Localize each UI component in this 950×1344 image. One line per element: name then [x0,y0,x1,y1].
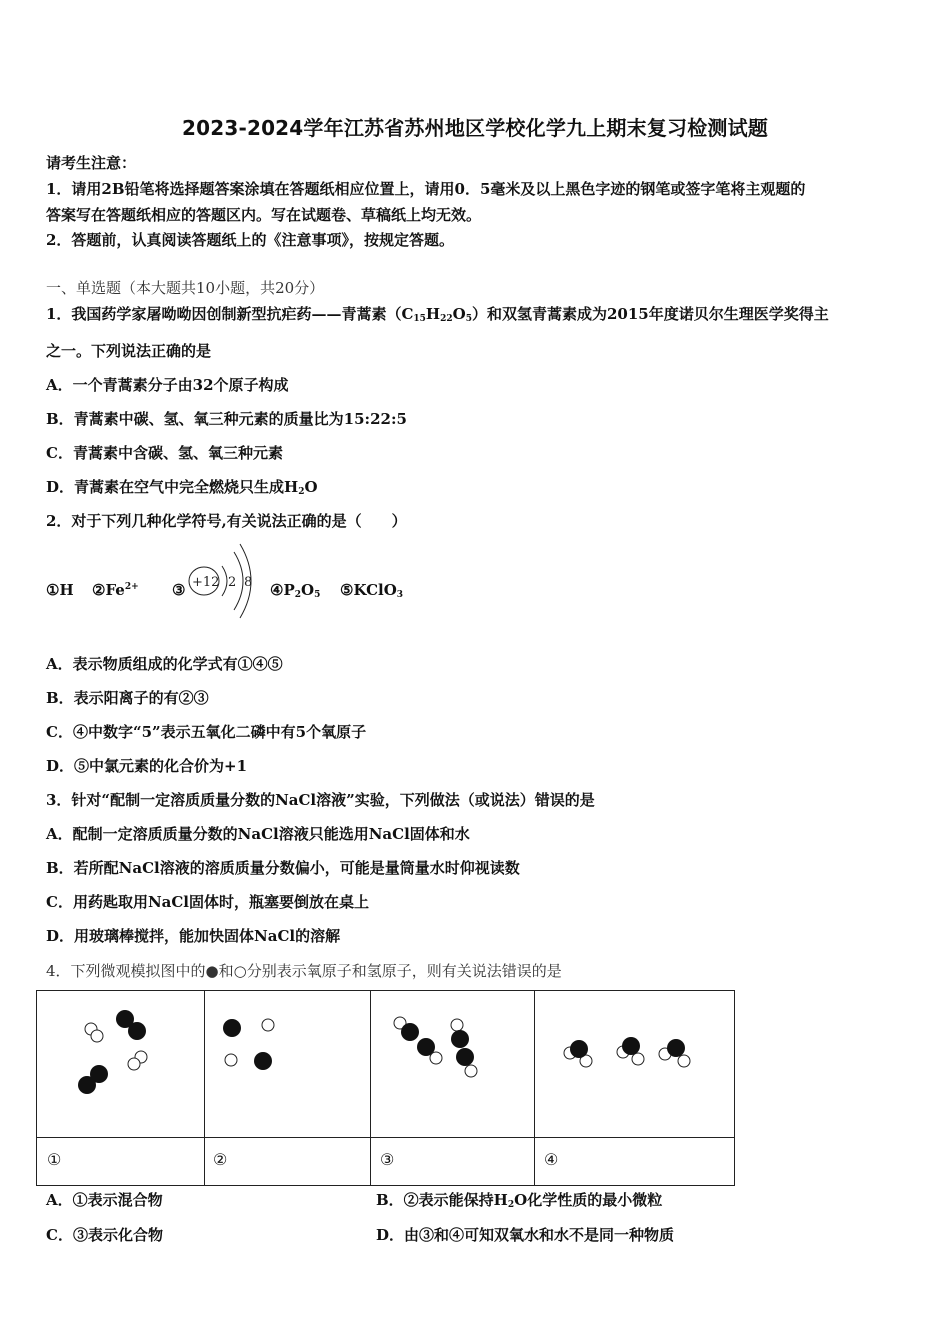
q2-option-b[interactable]: B．表示阳离子的有②③ [46,689,209,707]
oxygen-atom [78,1076,96,1094]
q2-stem: 2．对于下列几种化学符号,有关说法正确的是（ ） [46,512,407,530]
oxygen-atom [401,1023,419,1041]
model-label-3: ③ [380,1150,395,1169]
q4-option-b[interactable]: B．②表示能保持$H_2O$化学性质的最小微粒 [376,1191,663,1210]
oxygen-atom [254,1052,272,1070]
model-label-2: ② [213,1150,228,1169]
q4-option-c[interactable]: C．③表示化合物 [46,1226,163,1244]
model-label-1: ① [47,1150,62,1169]
q1-option-c[interactable]: C．青蒿素中含碳、氢、氧三种元素 [46,444,283,462]
electron-shell-1 [222,566,227,596]
hydrogen-atom [91,1030,103,1042]
model-4-diagram [534,991,733,1137]
q3-option-c[interactable]: C．用药匙取用NaCl固体时，瓶塞要倒放在桌上 [46,893,370,911]
oxygen-atom [128,1022,146,1040]
q3-option-b[interactable]: B．若所配NaCl溶液的溶质质量分数偏小，可能是量筒量水时仰视读数 [46,859,520,877]
shell-2-count: 8 [244,575,253,590]
q2-symbol-1: ①H [46,581,74,599]
model-label-row [37,1137,734,1186]
notice-line-3: 2．答题前，认真阅读答题纸上的《注意事项》，按规定答题。 [46,231,454,249]
oxygen-atom [456,1048,474,1066]
q2-symbol-2: $②Fe^{2+}$ [92,581,139,599]
shell-1-count: 2 [228,575,237,590]
model-cell-3 [370,991,535,1137]
hydrogen-atom [430,1052,442,1064]
notice-heading: 请考生注意： [46,154,137,172]
q1-option-b[interactable]: B．青蒿素中碳、氢、氧三种元素的质量比为15:22:5 [46,410,407,428]
nucleus-charge: +12 [192,575,220,590]
q1-option-a[interactable]: A．一个青蒿素分子由32个原子构成 [46,376,289,394]
q3-option-a[interactable]: A．配制一定溶质质量分数的NaCl溶液只能选用NaCl固体和水 [46,825,470,843]
model-3-diagram [370,991,534,1137]
q4-stem: 4．下列微观模拟图中的●和○分别表示氧原子和氢原子，则有关说法错误的是 [46,962,562,980]
model-1-diagram [37,991,204,1137]
q4-option-a[interactable]: A．①表示混合物 [46,1191,163,1209]
q2-option-c[interactable]: C．④中数字“5”表示五氧化二磷中有5个氧原子 [46,723,367,741]
section-heading: 一、单选题（本大题共10小题，共20分） [46,279,325,297]
q1-option-d[interactable]: D．青蒿素在空气中完全燃烧只生成$H_2O$ [46,478,318,497]
hydrogen-atom [632,1053,644,1065]
atom-structure-diagram [182,540,264,622]
oxygen-atom [223,1019,241,1037]
q2-symbol-3: ③ [172,581,186,599]
q2-option-a[interactable]: A．表示物质组成的化学式有①④⑤ [46,655,283,673]
model-cell-2 [204,991,371,1137]
hydrogen-atom [451,1019,463,1031]
q4-option-d[interactable]: D．由③和④可知双氧水和水不是同一种物质 [376,1226,675,1244]
q3-stem: 3．针对“配制一定溶质质量分数的NaCl溶液”实验，下列做法（或说法）错误的是 [46,791,595,809]
hydrogen-atom [465,1065,477,1077]
notice-line-2: 答案写在答题纸相应的答题区内。写在试题卷、草稿纸上均无效。 [46,206,482,224]
q1-stem: 1．我国药学家屠呦呦因创制新型抗疟药——青蒿素$(C_{15}H_{22}O_5)$和双氢青蒿素成为2015年度诺贝尔生理医学奖得主 [46,305,829,324]
page-title: 2023-2024学年江苏省苏州地区学校化学九上期末复习检测试题 [181,116,769,140]
oxygen-atom [570,1040,588,1058]
model-label-4: ④ [544,1150,559,1169]
model-cell-1 [37,991,205,1137]
q3-option-d[interactable]: D．用玻璃棒搅拌，能加快固体NaCl的溶解 [46,927,341,945]
model-cell-4 [534,991,733,1137]
hydrogen-atom [262,1019,274,1031]
q2-symbol-4: $④P_2O_5$ [270,581,321,600]
q1-stem-line2: 之一。下列说法正确的是 [46,342,212,360]
model-2-diagram [204,991,370,1137]
q2-symbol-5: ⑤KClO$_3$ [340,581,404,600]
molecule-model-table [36,990,735,1186]
hydrogen-atom [678,1055,690,1067]
oxygen-atom [667,1039,685,1057]
hydrogen-atom [128,1058,140,1070]
oxygen-atom [622,1037,640,1055]
hydrogen-atom [225,1054,237,1066]
oxygen-atom [451,1030,469,1048]
notice-line-1: 1．请用2B铅笔将选择题答案涂填在答题纸相应位置上，请用0．5毫米及以上黑色字迹的钢笔或签字笔将主观题的 [46,180,806,198]
q2-option-d[interactable]: D．⑤中氯元素的化合价为+1 [46,757,248,775]
